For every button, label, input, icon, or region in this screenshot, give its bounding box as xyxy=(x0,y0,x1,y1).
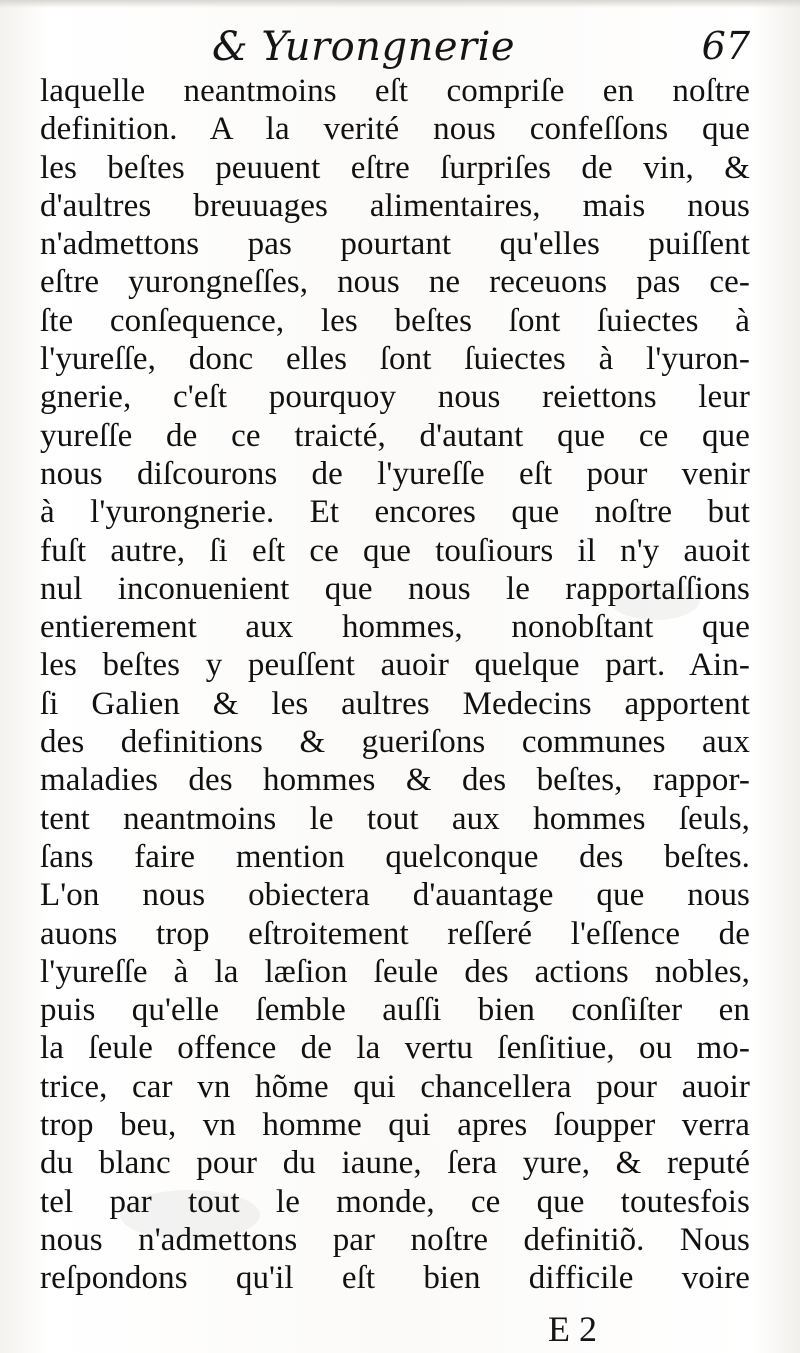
text-line: à l'yurongnerie. Et encores que noſtre but xyxy=(40,494,750,531)
text-line: d'aultres breuuages alimentaires, mais nous xyxy=(40,187,750,224)
text-line: definition. A la verité nous confeſſons que xyxy=(40,111,750,148)
text-line: maladies des hommes & des beſtes, rappor- xyxy=(40,762,750,799)
text-line: reſpondons qu'il eſt bien difficile voire xyxy=(40,1260,750,1297)
text-line: l'yureſſe, donc elles ſont ſuiectes à l'yuron- xyxy=(40,341,750,378)
running-title: & Yurongnerie xyxy=(212,24,516,70)
text-line: trice, car vn hõme qui chancellera pour auoir xyxy=(40,1068,750,1105)
text-line: tel par tout le monde, ce que toutesfois xyxy=(40,1183,750,1220)
scan-edge-shadow xyxy=(0,0,800,8)
text-line: fuſt autre, ſi eſt ce que touſiours il n'y auoit xyxy=(40,532,750,569)
signature-mark: E 2 xyxy=(548,1309,597,1349)
text-line: ſte conſequence, les beſtes ſont ſuiectes à xyxy=(40,302,750,339)
text-line: L'on nous obiectera d'auantage que nous xyxy=(40,877,750,914)
text-line: nul inconuenient que nous le rapportaſſions xyxy=(40,570,750,607)
body-text xyxy=(40,72,750,1298)
text-line: nous n'admettons par noſtre definitiõ. Nous xyxy=(40,1221,750,1258)
page-header xyxy=(40,18,750,78)
text-line: auons trop eſtroitement reſſeré l'eſſence de xyxy=(40,915,750,952)
text-line: ſi Galien & les aultres Medecins apportent xyxy=(40,685,750,722)
text-line: tent neantmoins le tout aux hommes ſeuls, xyxy=(40,800,750,837)
text-line: les beſtes y peuſſent auoir quelque part. Ain- xyxy=(40,647,750,684)
text-line: gnerie, c'eſt pourquoy nous reiettons leur xyxy=(40,379,750,416)
text-line: l'yureſſe à la læſion ſeule des actions nobles, xyxy=(40,953,750,990)
text-line: laquelle neantmoins eſt compriſe en noſtre xyxy=(40,73,750,109)
text-line: eſtre yurongneſſes, nous ne receuons pas ce- xyxy=(40,264,750,301)
text-line: ſans faire mention quelconque des beſtes. xyxy=(40,838,750,875)
page-number: 67 xyxy=(701,24,750,68)
text-line: trop beu, vn homme qui apres ſoupper verra xyxy=(40,1107,750,1144)
text-line: puis qu'elle ſemble auſſi bien conſiſter en xyxy=(40,992,750,1029)
text-line: des definitions & gueriſons communes aux xyxy=(40,724,750,761)
text-line: nous diſcourons de l'yureſſe eſt pour venir xyxy=(40,455,750,492)
text-line: du blanc pour du iaune, ſera yure, & reputé xyxy=(40,1145,750,1182)
text-line: yureſſe de ce traicté, d'autant que ce que xyxy=(40,417,750,454)
text-line: entierement aux hommes, nonobſtant que xyxy=(40,609,750,646)
text-line: n'admettons pas pourtant qu'elles puiſſent xyxy=(40,226,750,263)
text-line: les beſtes peuuent eſtre ſurpriſes de vin, & xyxy=(40,149,750,186)
text-line: la ſeule offence de la vertu ſenſitiue, ou mo- xyxy=(40,1030,750,1067)
